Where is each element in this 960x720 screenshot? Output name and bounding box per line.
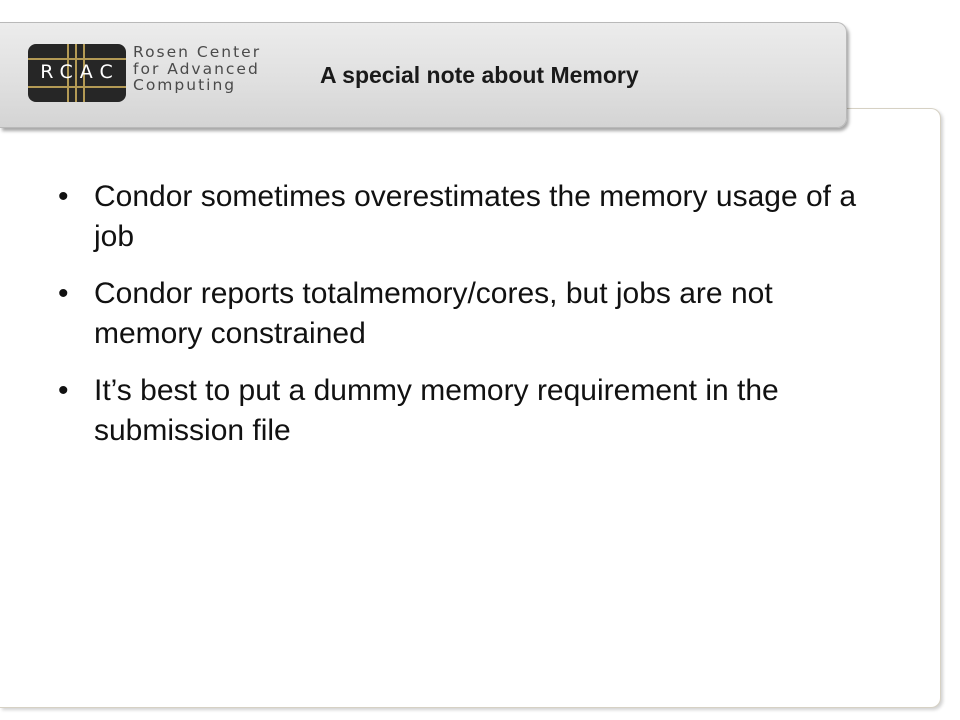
bullet-dot-icon: • [58,180,69,213]
bullet-dot-icon: • [58,277,69,310]
logo-line-1: Rosen Center [133,43,262,61]
rcac-logo-icon [28,44,126,102]
logo-line-2: for Advanced [133,59,260,78]
bullet-item [58,371,888,451]
bullet-item [58,177,888,257]
bullet-text: Condor sometimes overestimates the memory usage of a job [94,180,856,253]
logo-line-3: Computing [133,76,237,94]
bullet-text: It’s best to put a dummy memory requirement in the submission file [94,374,779,447]
logo-wordmark [133,44,261,94]
bullet-list [58,177,888,468]
bullet-text: Condor reports totalmemory/cores, but jobs are not memory constrained [94,277,773,350]
bullet-item [58,274,888,354]
logo-mark-text: RCAC [40,61,120,83]
slide-title: A special note about Memory [320,62,639,88]
bullet-dot-icon: • [58,374,69,407]
